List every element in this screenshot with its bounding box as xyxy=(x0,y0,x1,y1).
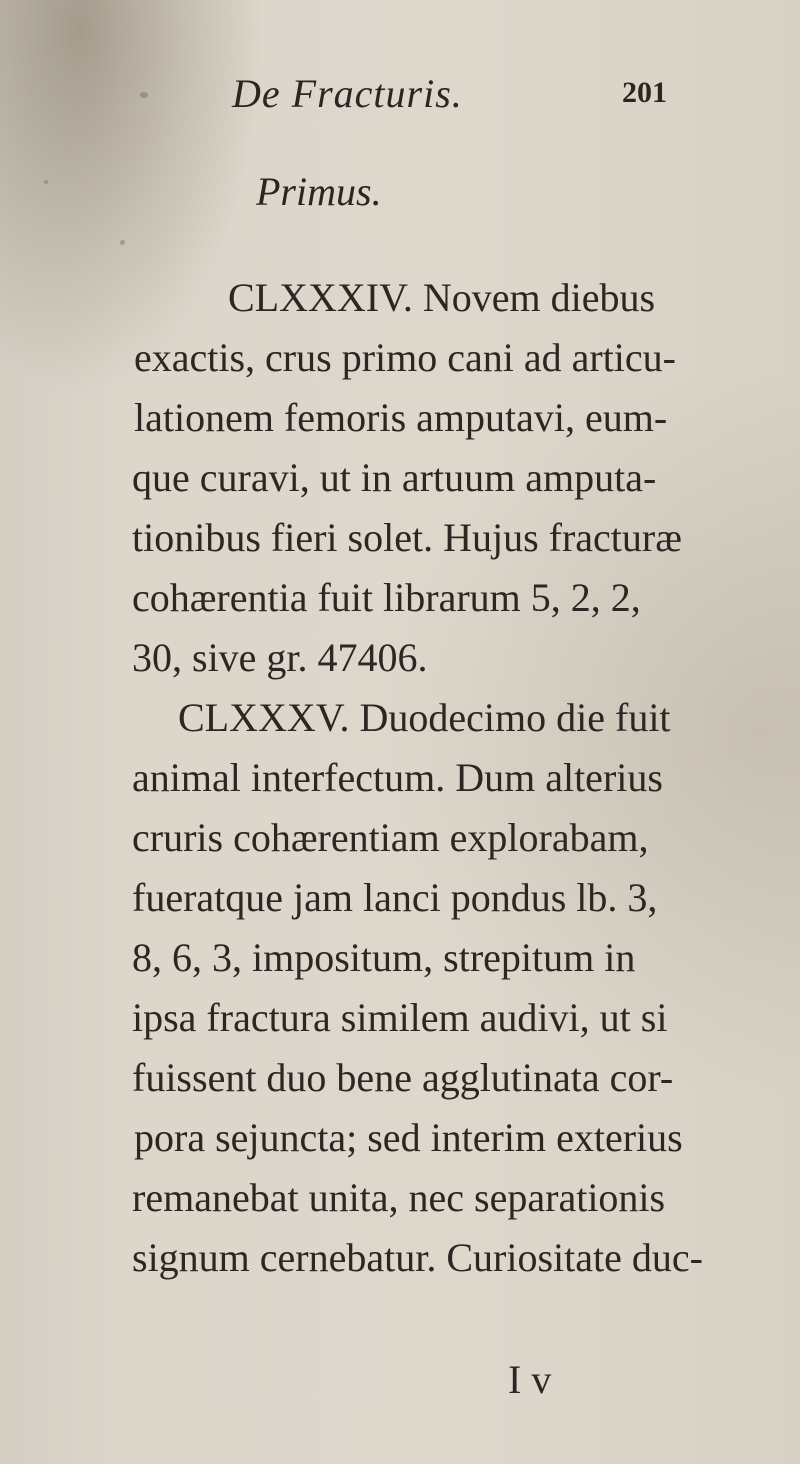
body-line: cohærentia fuit librarum 5, 2, 2, xyxy=(132,575,641,620)
body-line: remanebat unita, nec separationis xyxy=(132,1175,666,1220)
body-line: tionibus fieri solet. Hujus fracturæ xyxy=(132,515,682,560)
running-title: De Fracturis. xyxy=(232,71,463,116)
ink-speck xyxy=(120,240,125,245)
body-line: signum cernebatur. Curiositate duc- xyxy=(132,1235,703,1280)
body-line: ipsa fractura similem audivi, ut si xyxy=(132,995,668,1040)
body-line: animal interfectum. Dum alterius xyxy=(132,755,663,800)
ink-speck xyxy=(140,92,148,98)
body-line: fueratque jam lanci pondus lb. 3, xyxy=(132,875,658,920)
body-line: cruris cohærentiam explorabam, xyxy=(132,815,649,860)
section-title: Primus. xyxy=(256,169,382,214)
body-line: fuissent duo bene agglutinata cor- xyxy=(132,1055,674,1100)
body-line: que curavi, ut in artuum amputa- xyxy=(132,455,657,500)
page-number: 201 xyxy=(622,76,667,109)
body-line: exactis, crus primo cani ad articu- xyxy=(134,335,676,380)
body-line: pora sejuncta; sed interim exterius xyxy=(134,1115,683,1160)
body-line: lationem femoris amputavi, eum- xyxy=(134,395,668,440)
body-line: CLXXXV. Duodecimo die fuit xyxy=(178,695,671,740)
body-line: 30, sive gr. 47406. xyxy=(132,635,428,680)
body-line: 8, 6, 3, impositum, strepitum in xyxy=(132,935,636,980)
ink-speck xyxy=(44,180,48,184)
catchword: I v xyxy=(508,1357,552,1402)
body-line: CLXXXIV. Novem diebus xyxy=(228,275,656,320)
